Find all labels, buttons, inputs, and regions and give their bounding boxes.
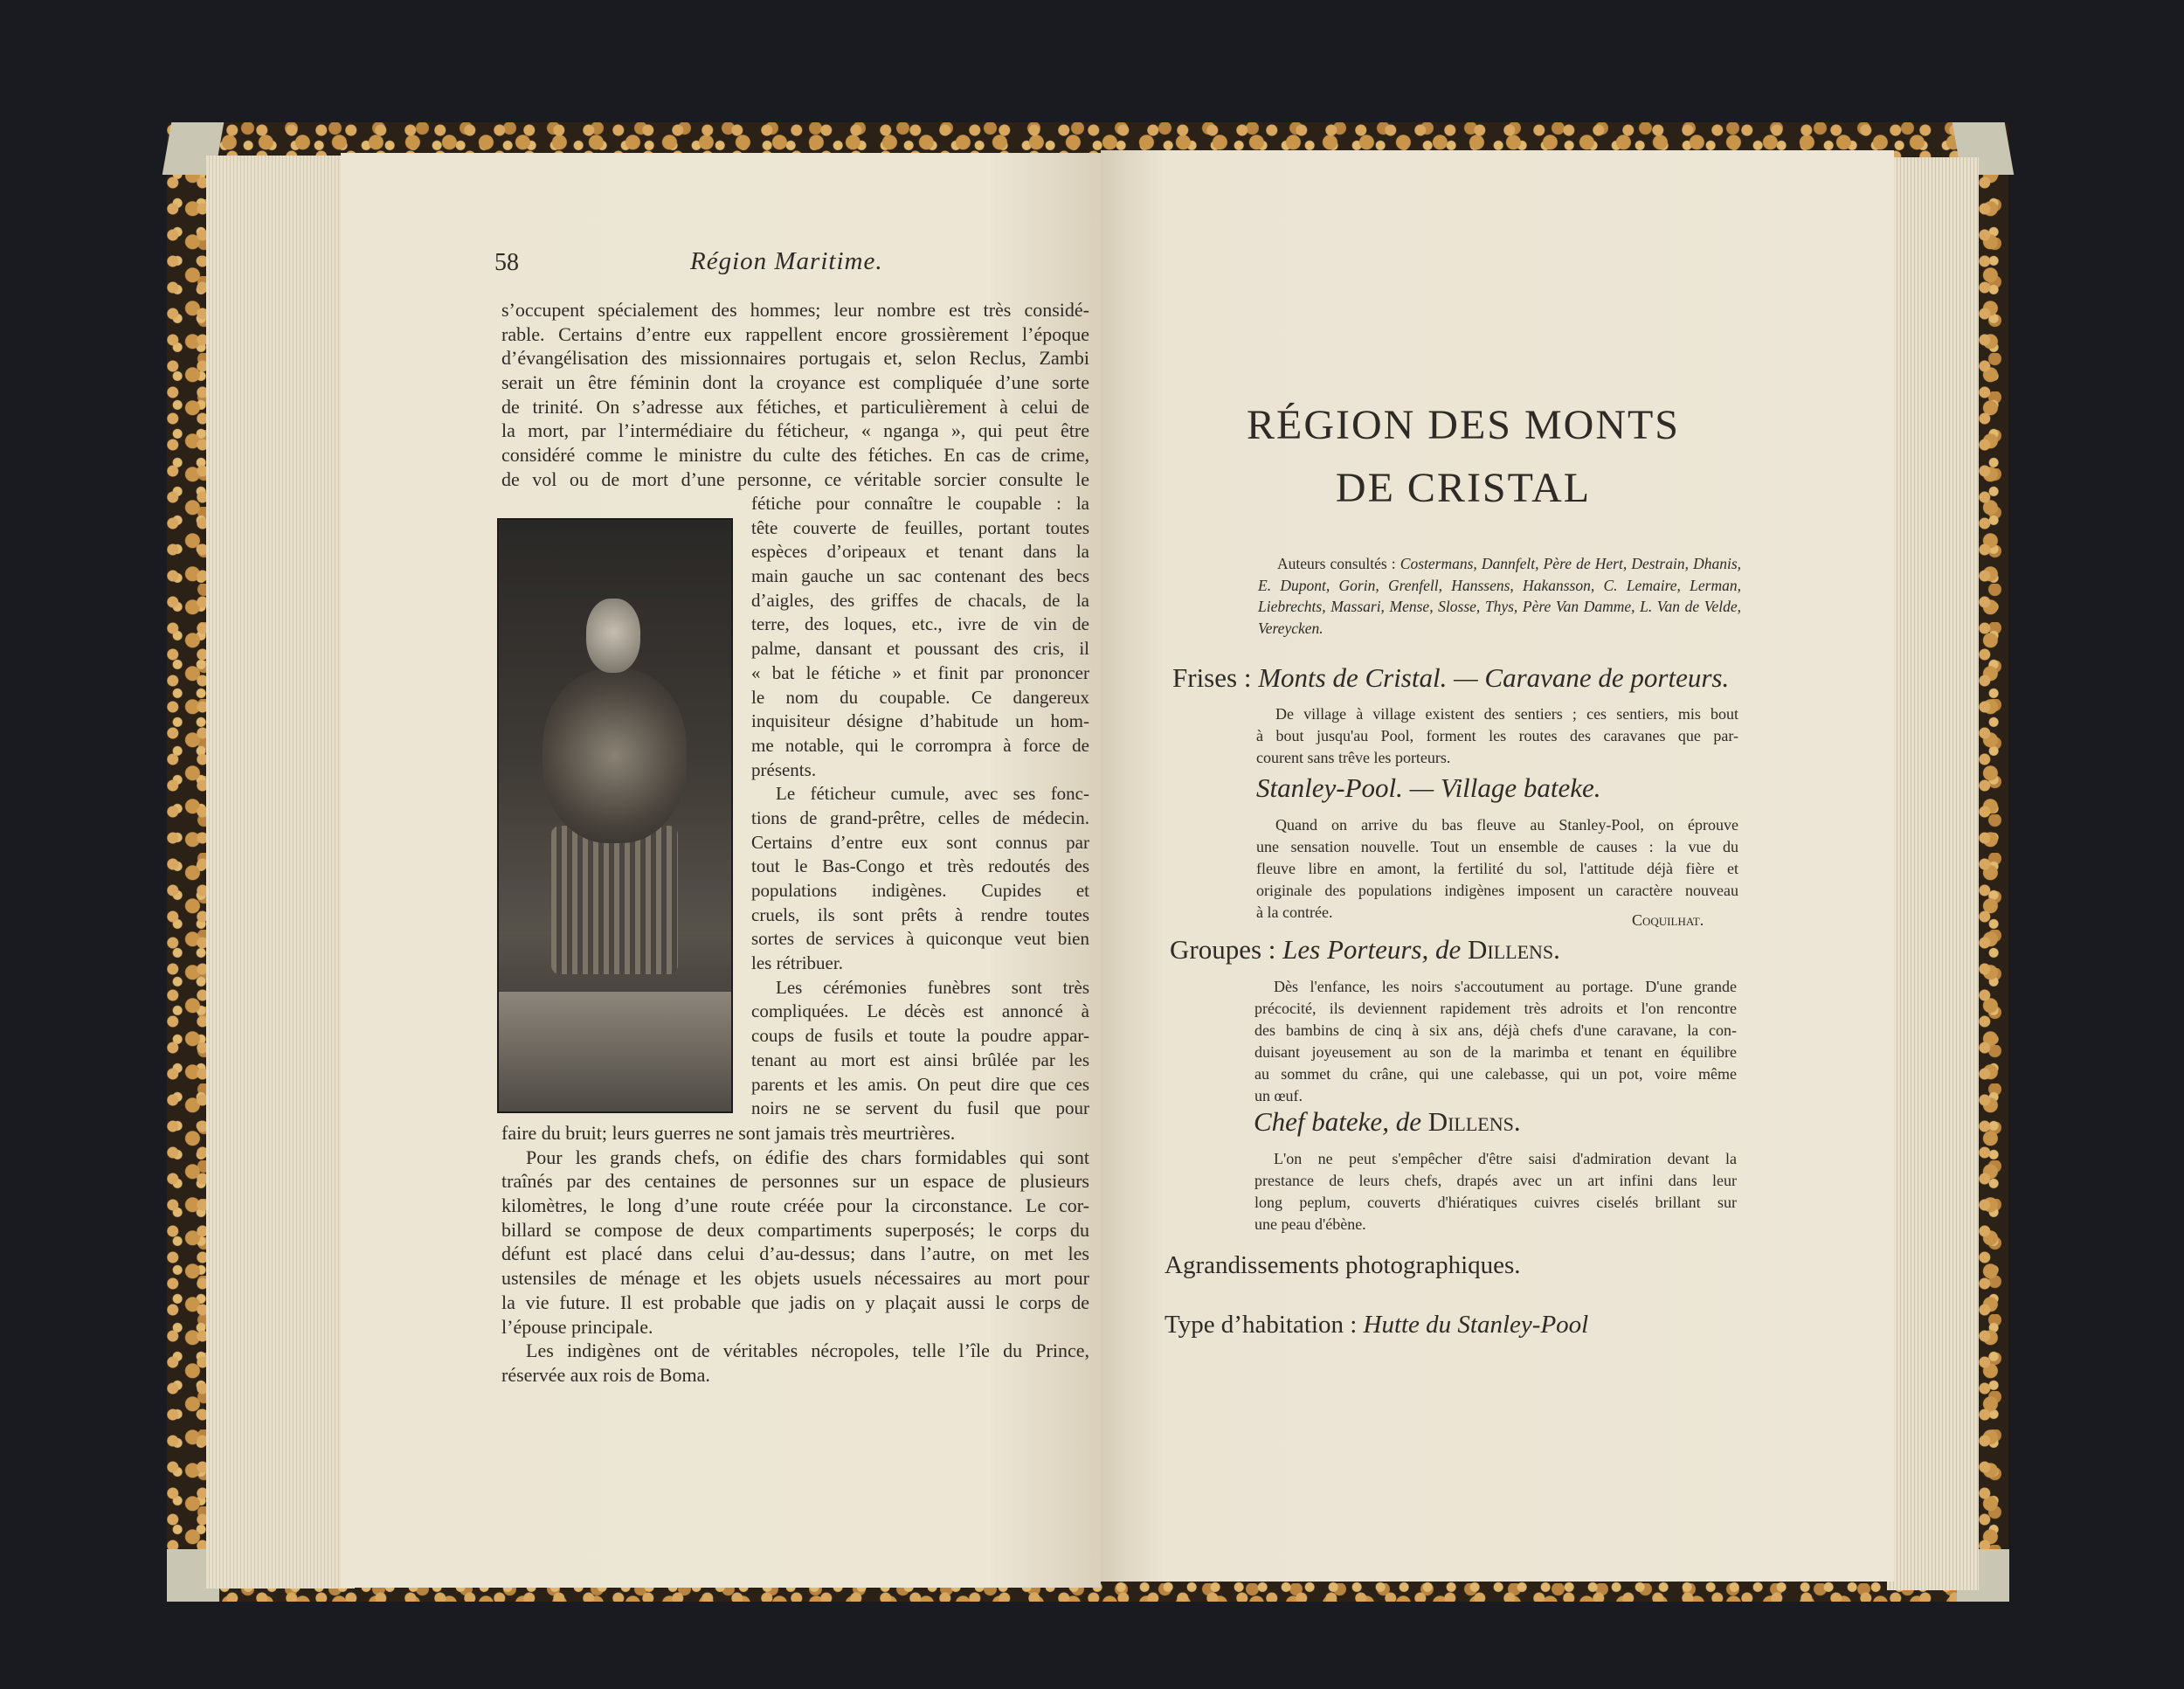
text-line: tions de grand-prêtre, celles de médecin. bbox=[751, 806, 1089, 828]
text-line: kilomètres, le long d’une route créée pour la circonstance. Le cor- bbox=[501, 1194, 1089, 1217]
text-line: long peplum, couverts d'hiératiques cuivres ciselés brillant sur bbox=[1254, 1194, 1737, 1211]
groupes-artist: Dillens. bbox=[1468, 934, 1560, 965]
text-line: De village à village existent des sentiers ; ces sentiers, mis bout bbox=[1275, 705, 1738, 723]
text-line: de vol ou de mort d’une personne, ce véritable sorcier consulte le bbox=[501, 467, 1089, 490]
text-line: populations indigènes. Cupides et bbox=[751, 880, 1089, 901]
text-line: considéré comme le ministre du culte des fétiches. En cas de crime, bbox=[501, 444, 1089, 467]
text-line: serait un être féminin dont la croyance est compliquée d’une sorte bbox=[501, 371, 1089, 394]
habitation-value: Hutte du Stanley-Pool bbox=[1363, 1311, 1589, 1339]
text-line: traînés par des centaines de personnes sur un espace de plusieurs bbox=[501, 1170, 1089, 1193]
chapter-title-line2: DE CRISTAL bbox=[1335, 465, 1592, 511]
text-line: ustensiles de ménage et les objets usuels nécessaires au mort pour bbox=[501, 1267, 1089, 1290]
frises-description bbox=[1256, 703, 1738, 769]
text-line: le nom du coupable. Ce dangereux bbox=[751, 686, 1089, 708]
page-edges-right bbox=[1887, 157, 1979, 1590]
text-line: faire du bruit; leurs guerres ne sont jamais très meurtrières. bbox=[501, 1122, 956, 1144]
statue-body bbox=[543, 668, 687, 843]
text-line: tête couverte de feuilles, portant toutes bbox=[751, 516, 1089, 538]
text-line: espèces d’oripeaux et tenant dans la bbox=[751, 541, 1089, 563]
text-line: me notable, qui le corrompra à force de bbox=[751, 734, 1089, 756]
text-line: des bambins de cinq à six ans, déjà chefs d'une caravane, la con- bbox=[1254, 1021, 1737, 1039]
text-line: Les indigènes ont de véritables nécropoles, telle l’île du Prince, bbox=[526, 1339, 1089, 1362]
quote-author: Coquilhat. bbox=[1632, 911, 1704, 929]
body-text-top bbox=[501, 298, 1089, 492]
text-line: duisant joyeusement au son de la marimba et tenant en équilibre bbox=[1254, 1043, 1737, 1061]
page-number: 58 bbox=[494, 249, 519, 276]
text-line: cruels, ils sont prêts à rendre toutes bbox=[751, 903, 1089, 925]
running-head: Région Maritime. bbox=[690, 247, 883, 275]
text-line: L'on ne peut s'empêcher d'être saisi d'admiration devant la bbox=[1274, 1150, 1737, 1167]
text-line: les rétribuer. bbox=[751, 952, 843, 974]
frises-title: Monts de Cristal. — Caravane de porteurs. bbox=[1258, 662, 1730, 693]
statue-head bbox=[586, 599, 640, 673]
text-line: l’épouse principale. bbox=[501, 1315, 653, 1338]
frises-heading bbox=[1172, 662, 1729, 694]
text-line: présents. bbox=[751, 758, 817, 780]
text-line: au sommet du crâne, qui une calebasse, qui un pot, voire même bbox=[1254, 1065, 1737, 1083]
groupes-de: , de bbox=[1421, 934, 1462, 965]
groupes-heading bbox=[1170, 934, 1560, 966]
text-line: fétiche pour connaître le coupable : la bbox=[751, 493, 1089, 514]
stanley-heading bbox=[1256, 772, 1601, 804]
text-line: précocité, ils deviennent rapidement très adroits et l'on rencontre bbox=[1254, 1000, 1737, 1017]
text-line: à la contrée. bbox=[1256, 903, 1333, 921]
groupes-description bbox=[1254, 976, 1737, 1107]
chef-title: Chef bateke bbox=[1254, 1106, 1383, 1137]
text-line: billard se compose de deux compartiments superposés; le corps du bbox=[501, 1218, 1089, 1241]
stanley-description bbox=[1256, 814, 1738, 924]
authors-consulted bbox=[1258, 553, 1741, 639]
text-line: coups de fusils et toute la poudre appar- bbox=[751, 1025, 1089, 1047]
habitation-heading bbox=[1165, 1311, 1588, 1339]
text-line: de trinité. On s’adresse aux fétiches, et particulièrement à celui de bbox=[501, 395, 1089, 418]
text-line: Certains d’entre eux sont connus par bbox=[751, 831, 1089, 853]
text-line: réservée aux rois de Boma. bbox=[501, 1363, 710, 1386]
page-edges-left bbox=[206, 156, 355, 1589]
text-line: Les cérémonies funèbres sont très bbox=[776, 976, 1089, 998]
text-line: défunt est placé dans celui d’au-dessus; dans l’autre, on met les bbox=[501, 1243, 1089, 1265]
groupes-label: Groupes : bbox=[1170, 934, 1276, 965]
text-line: fleuve libre en amont, la fertilité du sol, l'attitude déjà fière et bbox=[1256, 860, 1738, 877]
statue-skirt bbox=[551, 826, 678, 974]
text-line: originale des populations indigènes imposent un caractère nouveau bbox=[1256, 882, 1738, 899]
authors-label: Auteurs consultés : bbox=[1277, 555, 1396, 572]
text-line: courent sans trêve les porteurs. bbox=[1256, 749, 1451, 766]
text-line: la vie future. Il est probable que jadis on y plaçait aussi le corps de bbox=[501, 1291, 1089, 1313]
text-line: palme, dansant et poussant des cris, il bbox=[751, 638, 1089, 660]
text-line: s’occupent spécialement des hommes; leur nombre est très considé- bbox=[501, 299, 1089, 321]
text-line: d’évangélisation des missionnaires portugais et, selon Reclus, Zambi bbox=[501, 347, 1089, 370]
text-line: la mort, par l’intermédiaire du féticheur, « nganga », qui peut être bbox=[501, 419, 1089, 442]
text-line: inquisiteur désigne d’habitude un hom- bbox=[751, 710, 1089, 732]
text-line: à bout jusqu'au Pool, forment les routes des caravanes que par- bbox=[1256, 727, 1738, 744]
body-text-bottom bbox=[501, 1121, 1089, 1388]
chef-artist: Dillens. bbox=[1427, 1106, 1521, 1137]
text-line: une sensation nouvelle. Tout un ensemble de causes : la vue du bbox=[1256, 838, 1738, 855]
text-line: tenant au mort est ainsi brûlée par les bbox=[751, 1049, 1089, 1070]
text-line: d’aigles, des griffes de chacals, de la bbox=[751, 589, 1089, 611]
chef-heading bbox=[1254, 1106, 1521, 1138]
agrandissements-heading: Agrandissements photographiques. bbox=[1165, 1251, 1521, 1279]
text-line: Pour les grands chefs, on édifie des chars formidables qui sont bbox=[526, 1146, 1089, 1168]
text-line: noirs ne se servent du fusil que pour bbox=[751, 1097, 1089, 1119]
text-line: parents et les amis. On peut dire que ces bbox=[751, 1073, 1089, 1095]
habitation-label: Type d’habitation : bbox=[1165, 1311, 1358, 1339]
text-line: terre, des loques, etc., ivre de vin de bbox=[751, 613, 1089, 635]
groupes-title: Les Porteurs bbox=[1282, 934, 1422, 965]
text-line: Dès l'enfance, les noirs s'accoutument au portage. D'une grande bbox=[1274, 978, 1737, 995]
text-line: tout le Bas-Congo et très redoutés des bbox=[751, 855, 1089, 877]
authors-list: Costermans, Dannfelt, Père de Hert, Destrain, Dhanis, E. Dupont, Gorin, Grenfell, Hanssens, Hakansson, C. Lemaire, Lerman, Liebrechts, Massari, Mense, Slosse, Thys, Père Van Damme, L. Van de Velde, Vereycken. bbox=[1258, 555, 1742, 637]
chapter-title-line1: RÉGION DES MONTS bbox=[1246, 402, 1680, 448]
frises-label: Frises : bbox=[1172, 662, 1252, 693]
text-line: compliquées. Le décès est annoncé à bbox=[751, 1000, 1089, 1022]
text-line: Le féticheur cumule, avec ses fonc- bbox=[776, 783, 1089, 805]
photo-ground bbox=[499, 992, 731, 1111]
body-text-side bbox=[751, 492, 1089, 1121]
chef-description bbox=[1254, 1148, 1737, 1236]
text-line: Quand on arrive du bas fleuve au Stanley-Pool, on éprouve bbox=[1275, 816, 1738, 834]
text-line: « bat le fétiche » et finit par prononcer bbox=[751, 661, 1089, 683]
chef-de: , de bbox=[1382, 1106, 1421, 1137]
stanley-title: Stanley-Pool. — Village bateke. bbox=[1256, 772, 1601, 803]
text-line: main gauche un sac contenant des becs bbox=[751, 565, 1089, 587]
text-line: une peau d'ébène. bbox=[1254, 1215, 1366, 1233]
text-line: prestance de leurs chefs, drapés avec un art infini dans leur bbox=[1254, 1172, 1737, 1189]
text-line: sortes de services à quiconque veut bien bbox=[751, 928, 1089, 950]
text-line: rable. Certains d’entre eux rappellent encore grossièrement l’époque bbox=[501, 322, 1089, 345]
fetish-statue-photo bbox=[497, 518, 733, 1113]
text-line: un œuf. bbox=[1254, 1087, 1303, 1104]
